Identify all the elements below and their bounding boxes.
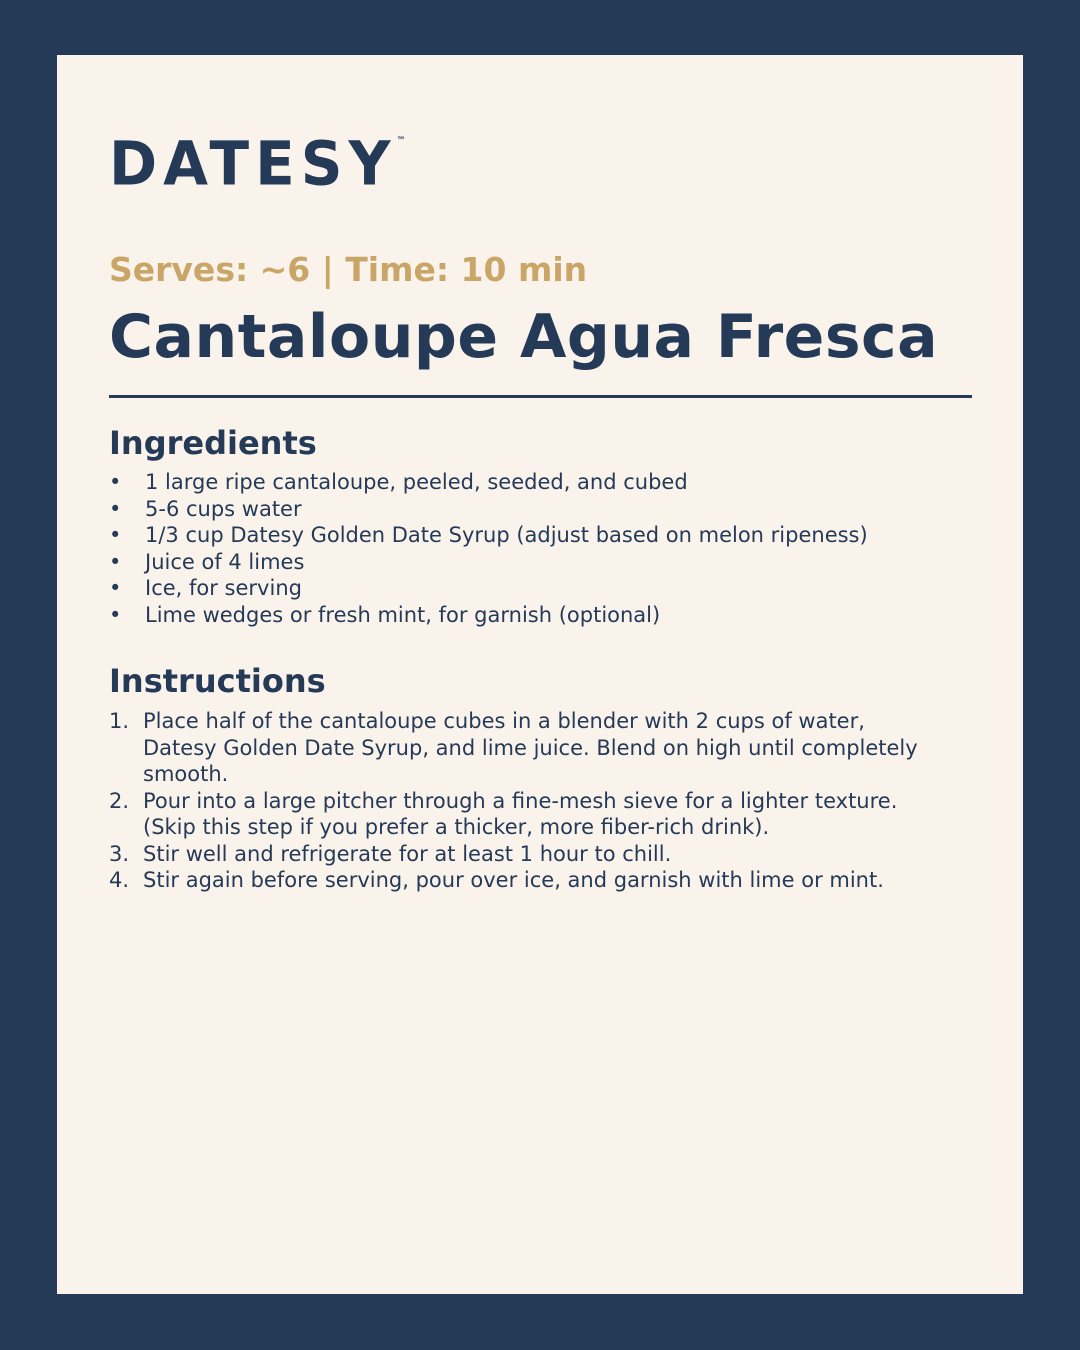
ingredient-text: 1 large ripe cantaloupe, peeled, seeded, and cubed: [145, 470, 688, 494]
ingredients-heading: Ingredients: [109, 424, 317, 462]
recipe-meta: Serves: ~6 | Time: 10 min: [109, 250, 588, 289]
instructions-list: [109, 708, 939, 894]
list-item: [109, 867, 939, 894]
brand-logo: [109, 127, 406, 200]
step-text: Place half of the cantaloupe cubes in a blender with 2 cups of water, Datesy Golden Date Syrup, and lime juice. Blend on high until completely smooth.: [143, 709, 918, 786]
list-item: [109, 469, 989, 496]
step-number: 1.: [109, 709, 130, 733]
list-item: [109, 788, 939, 841]
list-item: [109, 708, 939, 788]
ingredient-text: Juice of 4 limes: [145, 549, 305, 574]
list-item: [109, 575, 989, 602]
ingredient-text: 1/3 cup Datesy Golden Date Syrup (adjust based on melon ripeness): [145, 523, 868, 547]
ingredient-text: Lime wedges or fresh mint, for garnish (optional): [145, 602, 661, 627]
bullet-icon: •: [109, 496, 122, 521]
ingredient-text: 5-6 cups water: [145, 496, 302, 521]
bullet-icon: •: [109, 470, 122, 494]
list-item: [109, 549, 989, 576]
step-text: Stir again before serving, pour over ice, and garnish with lime or mint.: [143, 868, 884, 892]
recipe-title: Cantaloupe Agua Fresca: [109, 302, 939, 372]
title-divider: [109, 395, 972, 398]
step-text: Pour into a large pitcher through a fine-mesh sieve for a lighter texture. (Skip this step if you prefer a thicker, more fiber-rich drink).: [143, 788, 898, 839]
step-number: 2.: [109, 788, 130, 813]
instructions-heading: Instructions: [109, 662, 326, 700]
list-item: [109, 522, 989, 549]
step-number: 4.: [109, 868, 130, 892]
recipe-card: [57, 55, 1023, 1294]
list-item: [109, 496, 989, 523]
list-item: [109, 602, 989, 629]
step-number: 3.: [109, 841, 130, 866]
ingredient-text: Ice, for serving: [145, 576, 302, 600]
list-item: [109, 841, 939, 868]
ingredients-list: [109, 469, 989, 628]
trademark-symbol: ™: [396, 136, 406, 147]
bullet-icon: •: [109, 523, 122, 547]
step-text: Stir well and refrigerate for at least 1 hour to chill.: [143, 841, 672, 866]
bullet-icon: •: [109, 602, 122, 627]
bullet-icon: •: [109, 576, 122, 600]
bullet-icon: •: [109, 549, 122, 574]
brand-name: DATESY: [109, 127, 397, 200]
